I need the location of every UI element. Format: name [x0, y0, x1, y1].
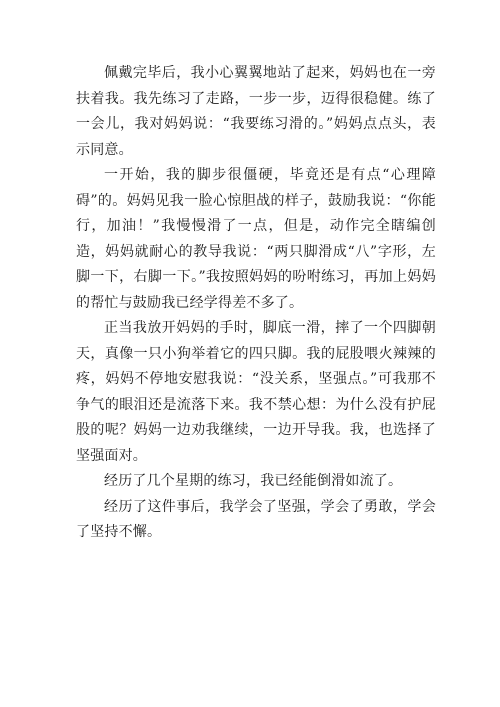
paragraph-2: 一开始，我的脚步很僵硬，毕竟还是有点“心理障碍”的。妈妈见我一脸心惊胆战的样子，鼓励我说：“你能行，加油！”我慢慢滑了一点，但是，动作完全瞎编创造，妈妈就耐心的教导我说：“两只脚滑成“八”字形，左脚一下，右脚一下。”我按照妈妈的吩咐练习，再加上妈妈的帮忙与鼓励我已经学得差不多了。 [76, 167, 436, 311]
paragraph-4: 经历了几个星期的练习，我已经能倒滑如流了。 [104, 473, 403, 489]
document-page [76, 61, 436, 546]
paragraph-3: 正当我放开妈妈的手时，脚底一滑，摔了一个四脚朝天，真像一只小狗举着它的四只脚。我的屁股喂火辣辣的疼，妈妈不停地安慰我说：“没关系，坚强点。”可我那不争气的眼泪还是流落下来。我不禁心想：为什么没有护屁股的呢？妈妈一边劝我继续，一边开导我。我，也选择了坚强面对。 [76, 320, 436, 464]
paragraph-5: 经历了这件事后，我学会了坚强，学会了勇敢，学会了坚持不懈。 [76, 498, 436, 540]
paragraph-1: 佩戴完毕后，我小心翼翼地站了起来，妈妈也在一旁扶着我。我先练习了走路，一步一步，迈得很稳健。练了一会儿，我对妈妈说：“我要练习滑的。”妈妈点点头，表示同意。 [76, 65, 436, 158]
